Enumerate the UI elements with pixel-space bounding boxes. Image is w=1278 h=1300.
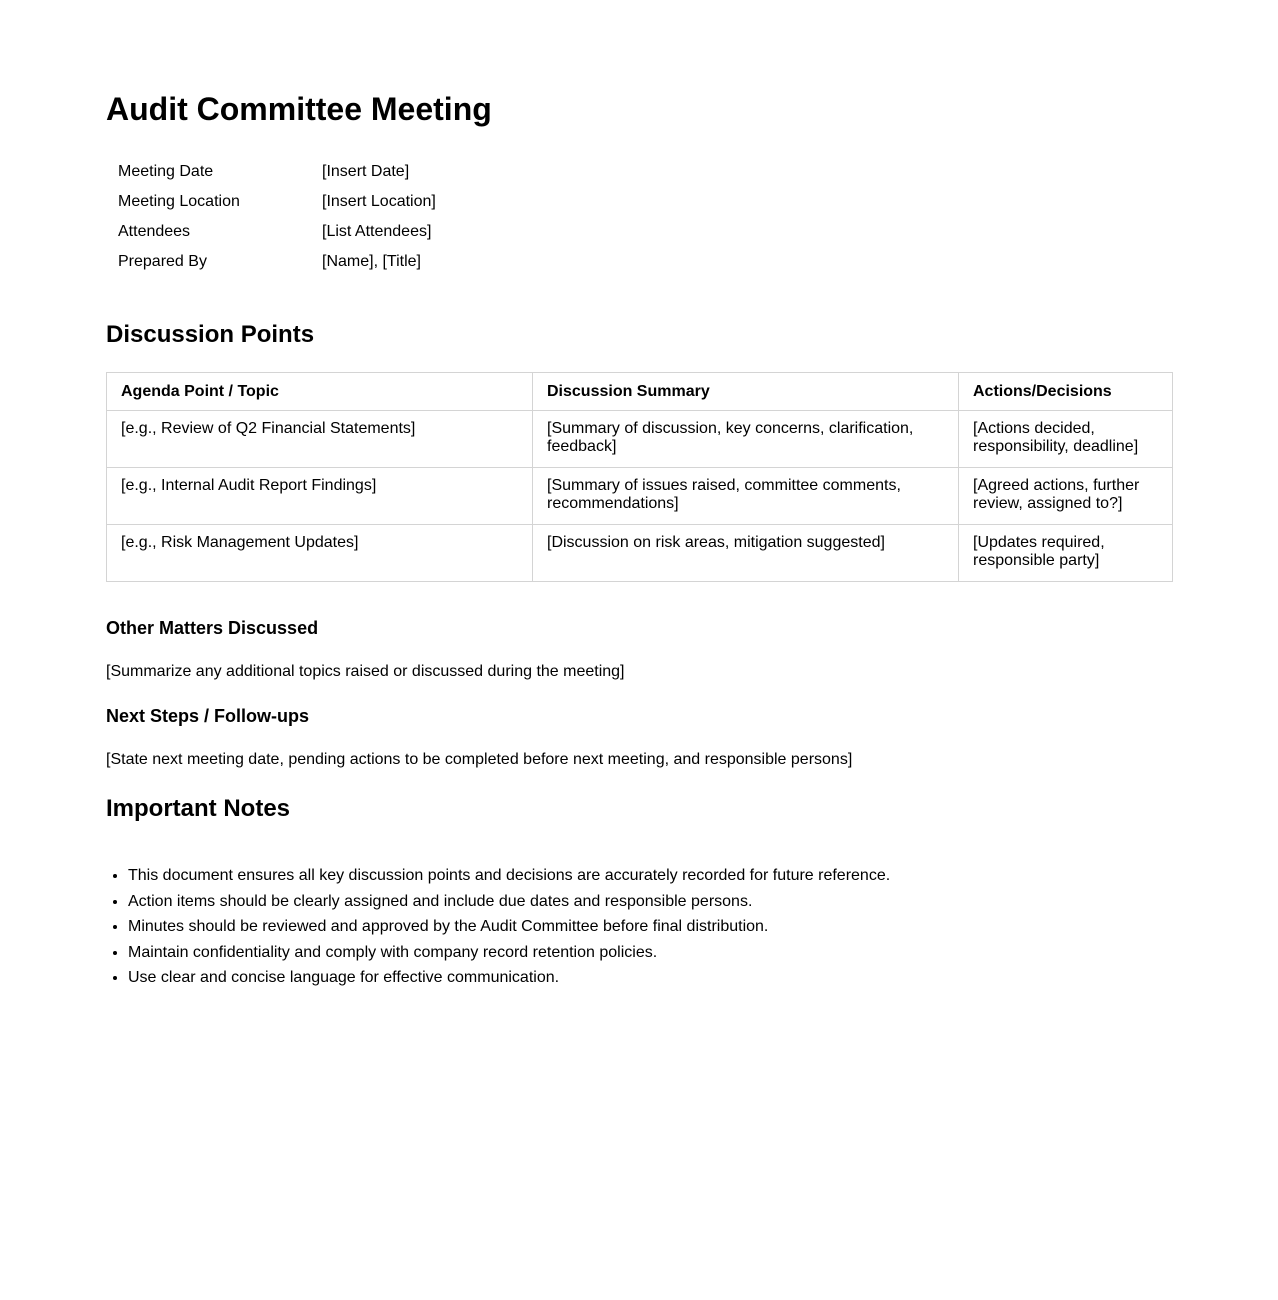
column-header-actions: Actions/Decisions [959, 373, 1173, 411]
table-row [107, 411, 1173, 468]
list-item: • Maintain confidentiality and comply with company record retention policies. [128, 940, 1172, 966]
meta-row-date [106, 157, 448, 187]
meta-label: Prepared By [118, 253, 207, 270]
meta-value: [Name], [Title] [322, 253, 421, 270]
page-title: Audit Committee Meeting [106, 91, 492, 127]
discussion-points-table [106, 372, 1173, 582]
meta-value: [List Attendees] [322, 223, 432, 240]
important-notes-heading: Important Notes [106, 795, 291, 822]
agenda-cell: [e.g., Review of Q2 Financial Statements] [107, 411, 533, 468]
table-row [107, 525, 1173, 582]
meta-row-prepared-by [106, 247, 448, 277]
meta-value: [Insert Location] [322, 193, 436, 210]
discussion-points-heading: Discussion Points [106, 321, 315, 348]
column-header-agenda: Agenda Point / Topic [107, 373, 533, 411]
other-matters-text: [Summarize any additional topics raised or discussed during the meeting] [106, 663, 625, 680]
column-header-summary: Discussion Summary [533, 373, 959, 411]
important-notes-list [106, 863, 1172, 991]
meta-label: Attendees [118, 223, 191, 240]
agenda-cell: [e.g., Risk Management Updates] [107, 525, 533, 582]
table-row [107, 468, 1173, 525]
meta-row-location [106, 187, 448, 217]
meeting-info-table [106, 157, 448, 277]
meta-label: Meeting Date [118, 163, 214, 180]
list-item: • Use clear and concise language for effective communication. [128, 965, 1172, 991]
meta-label: Meeting Location [118, 193, 240, 210]
agenda-cell: [e.g., Internal Audit Report Findings] [107, 468, 533, 525]
actions-cell: [Agreed actions, further review, assigned to?] [959, 468, 1173, 525]
meta-value: [Insert Date] [322, 163, 410, 180]
table-header-row [107, 373, 1173, 411]
summary-cell: [Discussion on risk areas, mitigation suggested] [533, 525, 959, 582]
actions-cell: [Actions decided, responsibility, deadline] [959, 411, 1173, 468]
next-steps-heading: Next Steps / Follow-ups [106, 706, 310, 726]
list-item: • This document ensures all key discussion points and decisions are accurately recorded for future reference. [128, 863, 1172, 889]
summary-cell: [Summary of issues raised, committee comments, recommendations] [533, 468, 959, 525]
summary-cell: [Summary of discussion, key concerns, clarification, feedback] [533, 411, 959, 468]
actions-cell: [Updates required, responsible party] [959, 525, 1173, 582]
meta-row-attendees [106, 217, 448, 247]
list-item: • Minutes should be reviewed and approved by the Audit Committee before final distribution. [128, 914, 1172, 940]
next-steps-text: [State next meeting date, pending actions to be completed before next meeting, and responsible persons] [106, 751, 853, 768]
list-item: • Action items should be clearly assigned and include due dates and responsible persons. [128, 889, 1172, 915]
other-matters-heading: Other Matters Discussed [106, 618, 319, 638]
